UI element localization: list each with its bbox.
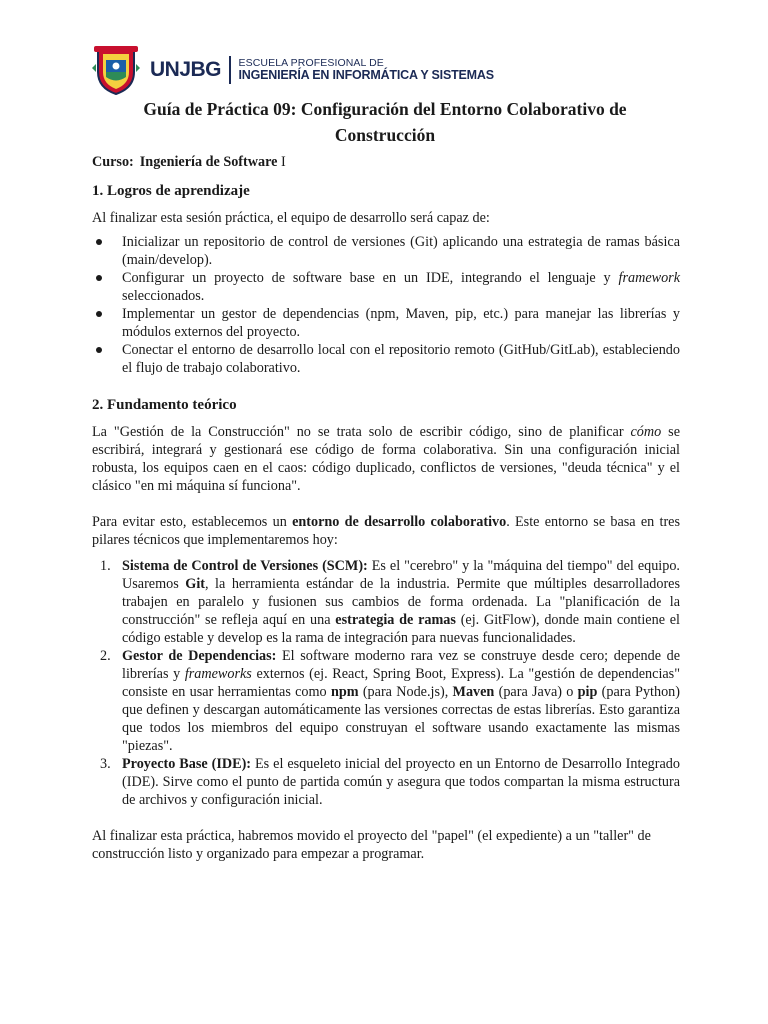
list-item: Conectar el entorno de desarrollo local con el repositorio remoto (GitHub/GitLab), estableciendo el flujo de trabajo colaborativo. (92, 341, 680, 377)
bullet-icon (96, 275, 102, 281)
list-number: 1. (100, 558, 111, 574)
section-heading-logros: 1. Logros de aprendizaje (92, 183, 250, 199)
course-line (92, 153, 680, 171)
pillars-list (92, 557, 680, 809)
course-label: Curso: (92, 154, 134, 170)
paragraph-entorno: Para evitar esto, establecemos un entorno de desarrollo colaborativo. Este entorno se basa en tres pilares técnicos que implementaremos hoy: (92, 514, 681, 548)
bullet-icon (96, 347, 102, 353)
list-item: Implementar un gestor de dependencias (npm, Maven, pip, etc.) para manejar las librerías y módulos externos del proyecto. (92, 305, 680, 341)
university-header (92, 44, 494, 96)
bullet-icon (96, 311, 102, 317)
list-number: 3. (100, 756, 111, 772)
list-item: 1. Sistema de Control de Versiones (SCM): Es el "cerebro" y la "máquina del tiempo" del equipo. Usaremos Git, la herramienta estándar de la industria. Permite que múltiples desarrolladores trabajen en paralelo y fusionen sus cambios de forma ordenada. La "planificación de la construcción" se refleja aquí en una estrategia de ramas (ej. GitFlow), donde main contiene el código estable y develop es la rama de integración para nuevas funcionalidades. (100, 558, 681, 646)
brand-divider (229, 56, 231, 84)
section-heading-fundamento: 2. Fundamento teórico (92, 397, 237, 413)
list-item: Configurar un proyecto de software base en un IDE, integrando el lenguaje y framework seleccionados. (92, 269, 680, 305)
list-item: 3. Proyecto Base (IDE): Es el esqueleto inicial del proyecto en un Entorno de Desarrollo Integrado (IDE). Sirve como el punto de partida común y asegura que todos compartan la misma estructura de archivos y configuración inicial. (100, 756, 680, 808)
course-value: Ingeniería de Software (139, 154, 278, 170)
list-number: 2. (100, 648, 111, 664)
paragraph-gestion: La "Gestión de la Construcción" no se trata solo de escribir código, sino de planificar cómo se escribirá, integrará y gestionará ese código de forma colaborativa. Sin una configuración inicial robusta, los equipos caen en el caos: código duplicado, conflictos de versiones, "deuda técnica" y el clásico "en mi máquina sí funciona". (92, 424, 680, 494)
list-item: 2. Gestor de Dependencias: El software moderno rara vez se construye desde cero; depende de librerías y frameworks externos (ej. React, Spring Boot, Express). La "gestión de dependencias" consiste en usar herramientas como npm (para Node.js), Maven (para Java) o pip (para Python) que definen y descargan automáticamente las versiones correctas de estas librerías. Esto garantiza que todos los miembros del equipo construyan el software usando exactamente las mismas "piezas". (100, 648, 680, 754)
brand-name: UNJBG (150, 58, 222, 81)
section1-intro: Al finalizar esta sesión práctica, el equipo de desarrollo será capaz de: (92, 210, 490, 226)
course-number: I (280, 154, 286, 170)
document-title: Guía de Práctica 09: Configuración del Entorno Colaborativo de Construcción (143, 99, 627, 145)
school-line2: INGENIERÍA EN INFORMÁTICA Y SISTEMAS (238, 67, 494, 82)
paragraph-final: Al finalizar esta práctica, habremos movido el proyecto del "papel" (el expediente) a un "taller" de construcción listo y organizado para empezar a programar. (92, 828, 651, 862)
university-crest-icon (92, 44, 140, 96)
school-name (239, 58, 494, 82)
learning-outcomes-list (92, 233, 680, 377)
list-item: Inicializar un repositorio de control de versiones (Git) aplicando una estrategia de ramas básica (main/develop). (92, 233, 680, 269)
document-body (92, 153, 680, 863)
brand (150, 56, 494, 84)
bullet-icon (96, 239, 102, 245)
school-line1: ESCUELA PROFESIONAL DE (238, 56, 384, 69)
